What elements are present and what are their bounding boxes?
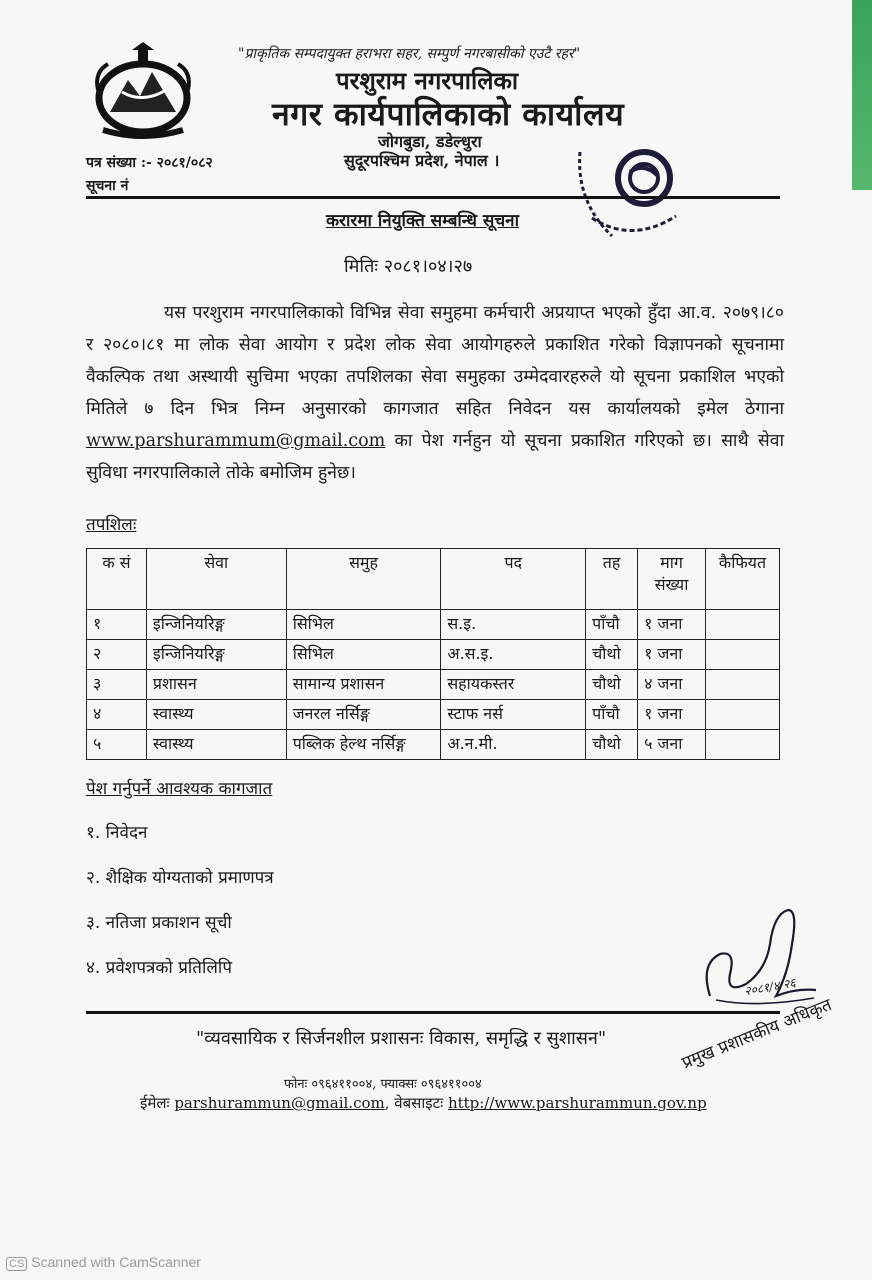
camscanner-logo-icon: CS — [6, 1257, 27, 1271]
schedule-title: तपशिलः — [86, 515, 137, 535]
cell-serial: २ — [87, 640, 147, 670]
cell-level: पाँचौ — [586, 610, 638, 640]
cell-group: सिभिल — [286, 610, 441, 640]
footer-contact — [140, 1093, 707, 1113]
header-serial: क सं — [87, 549, 147, 610]
cell-service: इन्जिनियरिङ्ग — [146, 640, 286, 670]
letter-number: पत्र संख्या :- २०८१/०८२ — [86, 155, 213, 171]
footer-divider — [86, 1011, 780, 1014]
signature-icon — [696, 904, 826, 1014]
header-demand: माग संख्या — [638, 549, 706, 610]
footer-email-link[interactable]: parshurammun@gmail.com — [174, 1094, 385, 1112]
address-line-1: जोगबुडा, डडेल्धुरा — [378, 132, 482, 151]
signature-date: २०८१/४/२६ — [743, 975, 797, 999]
document-item: १. निवेदन — [86, 823, 148, 843]
cell-demand: १ जना — [638, 700, 706, 730]
table-row — [87, 670, 780, 700]
cell-service: इन्जिनियरिङ्ग — [146, 610, 286, 640]
cell-post: स.इ. — [441, 610, 586, 640]
cell-post: अ.न.मी. — [441, 730, 586, 760]
cell-group: जनरल नर्सिङ्ग — [286, 700, 441, 730]
cell-remarks — [706, 730, 780, 760]
office-stamp-icon — [572, 132, 692, 252]
notice-email-link[interactable]: www.parshurammum@gmail.com — [86, 431, 386, 451]
header-post: पद — [441, 549, 586, 610]
table-row — [87, 610, 780, 640]
cell-demand: १ जना — [638, 640, 706, 670]
cell-serial: १ — [87, 610, 147, 640]
cell-demand: १ जना — [638, 610, 706, 640]
footer-motto: "व्यवसायिक र सिर्जनशील प्रशासनः विकास, समृद्धि र सुशासन" — [196, 1028, 607, 1049]
cell-service: स्वास्थ्य — [146, 730, 286, 760]
table-header-row — [87, 549, 780, 610]
footer-phone: फोनः ०९६४११००४, फ्याक्सः ०९६४११००४ — [284, 1077, 482, 1092]
office-name: नगर कार्यपालिकाको कार्यालय — [272, 95, 625, 133]
table-row — [87, 730, 780, 760]
camscanner-watermark — [6, 1254, 201, 1271]
cell-group: पब्लिक हेल्थ नर्सिङ्ग — [286, 730, 441, 760]
notice-subject: करारमा नियुक्ति सम्बन्धि सूचना — [326, 211, 520, 231]
cell-serial: ३ — [87, 670, 147, 700]
officer-title: प्रमुख प्रशासकीय अधिकृत — [679, 994, 835, 1074]
cell-remarks — [706, 640, 780, 670]
schedule-table — [86, 548, 780, 760]
cell-remarks — [706, 700, 780, 730]
cell-service: प्रशासन — [146, 670, 286, 700]
nepal-emblem-icon — [88, 42, 198, 142]
notice-date: मितिः २०८१।०४।२७ — [344, 256, 473, 277]
cell-demand: ५ जना — [638, 730, 706, 760]
email-label: ईमेलः — [140, 1094, 170, 1112]
cell-level: चौथो — [586, 670, 638, 700]
document-item: ३. नतिजा प्रकाशन सूची — [86, 913, 232, 933]
cell-remarks — [706, 610, 780, 640]
cell-group: सिभिल — [286, 640, 441, 670]
cell-remarks — [706, 670, 780, 700]
cell-group: सामान्य प्रशासन — [286, 670, 441, 700]
header-level: तह — [586, 549, 638, 610]
table-row — [87, 700, 780, 730]
cell-post: अ.स.इ. — [441, 640, 586, 670]
municipality-name: परशुराम नगरपालिका — [336, 66, 519, 95]
document-item: २. शैक्षिक योग्यताको प्रमाणपत्र — [86, 868, 274, 888]
cell-level: चौथो — [586, 640, 638, 670]
website-label: , वेबसाइटः — [384, 1094, 444, 1112]
header-service: सेवा — [146, 549, 286, 610]
table-row — [87, 640, 780, 670]
header-divider — [86, 196, 780, 199]
cell-serial: ४ — [87, 700, 147, 730]
header-remarks: कैफियत — [706, 549, 780, 610]
document-item: ४. प्रवेशपत्रको प्रतिलिपि — [86, 958, 232, 978]
cell-level: पाँचौ — [586, 700, 638, 730]
cell-service: स्वास्थ्य — [146, 700, 286, 730]
notice-body-text-end: का पेश गर्नहुन यो सूचना प्रकाशित गरिएको छ। साथै सेवा सुविधा नगरपालिकाले तोके बमोजिम हुनेछ। — [86, 431, 784, 483]
footer-website-link[interactable]: http://www.parshurammun.gov.np — [447, 1094, 707, 1112]
notice-body — [86, 297, 784, 489]
scan-edge — [852, 0, 872, 190]
header-group: समुह — [286, 549, 441, 610]
cell-serial: ५ — [87, 730, 147, 760]
documents-title: पेश गर्नुपर्ने आवश्यक कागजात — [86, 779, 273, 799]
cell-post: स्टाफ नर्स — [441, 700, 586, 730]
notice-number: सूचना नं — [86, 178, 129, 194]
cell-demand: ४ जना — [638, 670, 706, 700]
cell-level: चौथो — [586, 730, 638, 760]
watermark-text: Scanned with CamScanner — [31, 1254, 201, 1270]
cell-post: सहायकस्तर — [441, 670, 586, 700]
address-line-2: सुदूरपश्चिम प्रदेश, नेपाल । — [344, 151, 500, 170]
notice-body-text: यस परशुराम नगरपालिकाको विभिन्न सेवा समुहमा कर्मचारी अप्रयाप्त भएको हुँदा आ.व. २०७९।८० र २०८०।८१ मा लोक सेवा आयोग र प्रदेश लोक सेवा आयोगहरुले प्रकाशित गरेको विज्ञापनको सूचनामा वैकल्पिक तथा अस्थायी सुचिमा भएका तपशिलका सेवा समुहका उम्मेदवारहरुले यो सूचना प्रकाशिल भएको मितिले ७ दिन भित्र निम्न अनुसारको कागजात सहित निवेदन यस कार्यालयको इमेल ठेगाना — [86, 303, 784, 419]
tagline: "प्राकृतिक सम्पदायुक्त हराभरा सहर, सम्पुर्ण नगरबासीको एउटै रहर" — [238, 46, 581, 62]
